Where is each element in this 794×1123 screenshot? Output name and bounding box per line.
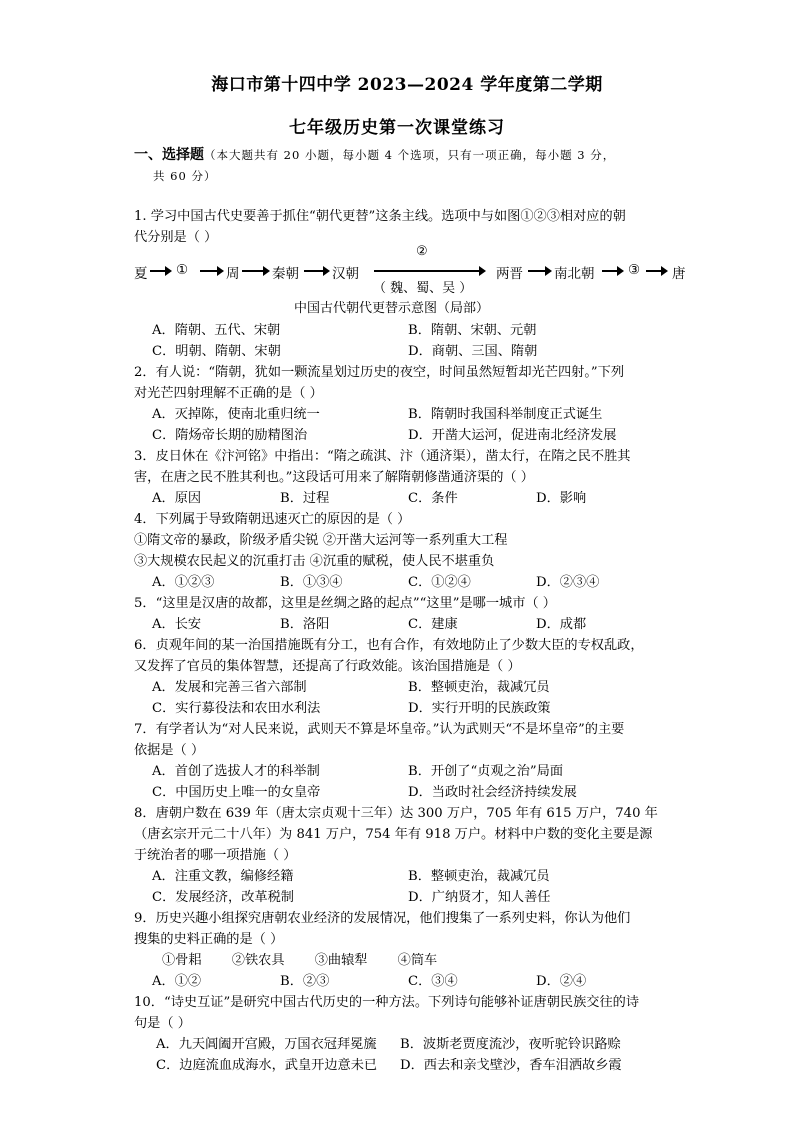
option-d[interactable]: D．②③④	[536, 575, 600, 590]
question-text: 害，在唐之民不胜其利也。”这段话可用来了解隋朝修凿通济渠的（ ）	[134, 470, 534, 485]
question-text: 代分别是（ ）	[134, 230, 218, 245]
options-row	[134, 488, 674, 509]
option-c[interactable]: C．明朝、隋朝、宋朝	[152, 344, 281, 359]
question-text: 5．“这里是汉唐的故都，这里是丝绸之路的起点”“这里”是哪一城市（ ）	[134, 596, 556, 611]
question-4	[134, 509, 674, 593]
question-text: 8．唐朝户数在 639 年（唐太宗贞观十三年）达 300 万户，705 年有 615 万户，740 年	[134, 806, 658, 821]
diagram-node: 两晋	[496, 266, 523, 282]
option-a[interactable]: A．注重文教，编修经籍	[152, 869, 294, 884]
question-text: 4．下列属于导致隋朝迅速灭亡的原因的是（ ）	[134, 512, 411, 527]
question-text: 3．皮日休在《汴河铭》中指出：“隋之疏淇、汴（通济渠），凿太行，在隋之民不胜其	[134, 449, 631, 464]
option-a[interactable]: A．首创了选拔人才的科举制	[152, 764, 320, 779]
question-text: 2．有人说：“隋朝，犹如一颗流星划过历史的夜空，时间虽然短暂却光芒四射。”下列	[134, 365, 625, 380]
option-a[interactable]: A．原因	[152, 491, 202, 506]
statement-item: ①骨耜	[162, 953, 202, 968]
diagram-node: 秦朝	[272, 266, 299, 282]
diagram-node: ③	[628, 262, 641, 278]
section-header	[134, 145, 674, 187]
arrow-icon	[646, 270, 666, 272]
question-6	[134, 635, 674, 719]
option-b[interactable]: B．①③④	[280, 575, 343, 590]
statement-item: ③曲辕犁	[314, 953, 368, 968]
option-c[interactable]: C．发展经济，改革税制	[152, 890, 294, 905]
option-a[interactable]: A．长安	[152, 617, 202, 632]
option-c[interactable]: C．③④	[408, 974, 458, 989]
option-b[interactable]: B．隋朝、宋朝、元朝	[408, 323, 537, 338]
option-a[interactable]: A．灭掉陈，使南北重归统一	[152, 407, 320, 422]
question-text: 于统治者的哪一项措施（ ）	[134, 848, 297, 863]
option-b[interactable]: B．整顿吏治，裁减冗员	[408, 680, 550, 695]
diagram-node: 周	[226, 266, 240, 282]
options-row	[134, 341, 674, 362]
option-d[interactable]: D．西去和亲戈壁沙，香车泪洒故乡霞	[400, 1058, 622, 1073]
question-8	[134, 803, 674, 908]
options-row	[134, 761, 674, 782]
statement-line: ③大规模农民起义的沉重打击 ④沉重的赋税，使人民不堪重负	[134, 554, 495, 569]
options-row	[134, 614, 674, 635]
statement-line	[134, 950, 674, 971]
option-a[interactable]: A．隋朝、五代、宋朝	[152, 323, 281, 338]
option-b[interactable]: B．洛阳	[280, 617, 330, 632]
arrow-icon	[528, 270, 550, 272]
option-a[interactable]: A．发展和完善三省六部制	[152, 680, 307, 695]
question-text: 7．有学者认为“对人民来说，武则天不算是坏皇帝。”认为武则天“不是坏皇帝”的主要	[134, 722, 625, 737]
diagram-node: 南北朝	[554, 266, 595, 282]
diagram-node: ①	[176, 262, 189, 278]
option-c[interactable]: C．边庭流血成海水，武皇开边意未已	[156, 1058, 378, 1073]
arrow-icon	[150, 270, 170, 272]
option-a[interactable]: A．九天阊阖开宫殿，万国衣冠拜冕旒	[156, 1037, 377, 1052]
question-2	[134, 362, 674, 446]
question-text: 搜集的史料正确的是（ ）	[134, 932, 284, 947]
question-5	[134, 593, 674, 635]
option-a[interactable]: A．①②	[152, 974, 202, 989]
option-d[interactable]: D．当政时社会经济持续发展	[408, 785, 577, 800]
statement-line: ①隋文帝的暴政，阶级矛盾尖锐 ②开凿大运河等一系列重大工程	[134, 533, 508, 548]
options-row	[134, 698, 674, 719]
question-9	[134, 908, 674, 992]
diagram-mark: ②	[416, 244, 428, 259]
options-row	[134, 320, 674, 341]
option-d[interactable]: D．广纳贤才，知人善任	[408, 890, 551, 905]
option-c[interactable]: C．①②④	[408, 575, 471, 590]
questions	[134, 206, 686, 1076]
option-b[interactable]: B．整顿吏治，裁减冗员	[408, 869, 550, 884]
options-row	[134, 782, 674, 803]
option-a[interactable]: A．①②③	[152, 575, 215, 590]
options-row	[134, 404, 674, 425]
question-text: （唐玄宗开元二十八年）为 841 万户，754 年有 918 万户。材料中户数的变化主要是源	[134, 827, 653, 842]
option-b[interactable]: B．隋朝时我国科举制度正式诞生	[408, 407, 603, 422]
option-d[interactable]: D．②④	[536, 974, 587, 989]
arrow-icon	[304, 270, 328, 272]
arrow-icon	[200, 270, 222, 272]
option-c[interactable]: C．建康	[408, 617, 458, 632]
diagram-caption: 中国古代朝代更替示意图（局部）	[294, 301, 490, 316]
diagram-node: 夏	[134, 266, 148, 282]
option-b[interactable]: B．波斯老贾度流沙，夜听驼铃识路赊	[400, 1037, 621, 1052]
question-7	[134, 719, 674, 803]
question-text: 依据是（ ）	[134, 743, 205, 758]
question-1	[134, 206, 686, 362]
option-c[interactable]: C．实行募役法和农田水利法	[152, 701, 321, 716]
question-10	[134, 992, 674, 1076]
arrow-icon	[242, 270, 268, 272]
options-row	[134, 887, 674, 908]
question-text: 句是（ ）	[134, 1016, 191, 1031]
section-note-2: 共 60 分）	[153, 169, 217, 183]
diagram-node: 汉朝	[332, 266, 359, 282]
diagram-node: 唐	[672, 266, 686, 282]
exam-school-title: 海口市第十四中学 2023—2024 学年度第二学期	[211, 75, 603, 95]
option-d[interactable]: D．开凿大运河，促进南北经济发展	[408, 428, 617, 443]
options-row	[134, 677, 674, 698]
option-b[interactable]: B．②③	[280, 974, 330, 989]
options-row	[134, 572, 674, 593]
options-row	[134, 1055, 674, 1076]
option-c[interactable]: C．中国历史上唯一的女皇帝	[152, 785, 321, 800]
option-b[interactable]: B．开创了“贞观之治”局面	[408, 764, 564, 779]
options-row	[134, 425, 674, 446]
question-text: 1. 学习中国古代史要善于抓住“朝代更替”这条主线。选项中与如图①②③相对应的朝	[134, 209, 626, 224]
option-d[interactable]: D．影响	[536, 491, 587, 506]
question-text: 9．历史兴趣小组探究唐朝农业经济的发展情况，他们搜集了一系列史料，你认为他们	[134, 911, 631, 926]
option-c[interactable]: C．条件	[408, 491, 458, 506]
option-d[interactable]: D．实行开明的民族政策	[408, 701, 551, 716]
option-d[interactable]: D．成都	[536, 617, 587, 632]
exam-subject-title: 七年级历史第一次课堂练习	[289, 118, 505, 138]
option-d[interactable]: D．商朝、三国、隋朝	[408, 344, 538, 359]
statement-item: ②铁农具	[231, 953, 285, 968]
question-text: 又发挥了官员的集体智慧，还提高了行政效能。该治国措施是（ ）	[134, 659, 521, 674]
options-row	[134, 1034, 674, 1055]
question-text: 10．“诗史互证”是研究中国古代历史的一种方法。下列诗句能够补证唐朝民族交往的诗	[134, 995, 640, 1010]
statement-item: ④筒车	[397, 953, 438, 968]
question-text: 对光芒四射理解不正确的是（ ）	[134, 386, 323, 401]
question-text: 6．贞观年间的某一治国措施既有分工，也有合作，有效地防止了少数大臣的专权乱政，	[134, 638, 644, 653]
section-heading: 一、选择题	[134, 147, 204, 163]
question-3	[134, 446, 674, 509]
arrow-icon	[602, 270, 622, 272]
option-b[interactable]: B．过程	[280, 491, 330, 506]
option-c[interactable]: C．隋炀帝长期的励精图治	[152, 428, 308, 443]
arrow-icon	[374, 270, 484, 272]
diagram-sub-label: （ 魏、蜀、吴 ）	[373, 281, 473, 296]
dynasty-diagram	[134, 244, 686, 298]
options-row	[134, 971, 674, 992]
options-row	[134, 866, 674, 887]
section-note-1: （本大题共有 20 小题，每小题 4 个选项，只有一项正确，每小题 3 分，	[204, 148, 616, 162]
